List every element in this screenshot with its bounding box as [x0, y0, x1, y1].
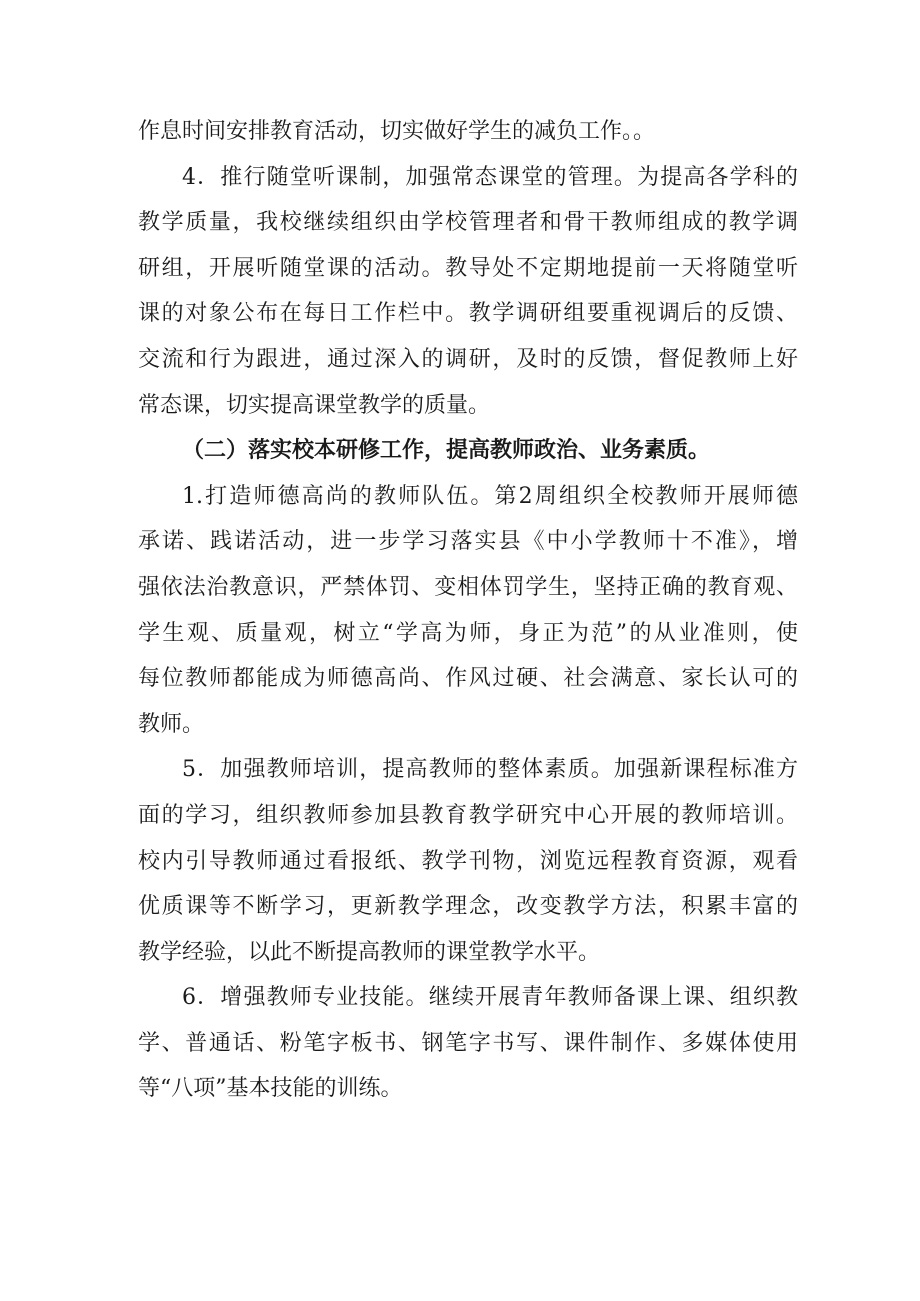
paragraph-line: 5．加强教师培训，提高教师的整体素质。加强新课程标准方 — [182, 757, 798, 783]
paragraph-line: 常态课，切实提高课堂教学的质量。 — [138, 392, 491, 418]
paragraph-line: 1.打造师德高尚的教师队伍。第2周组织全校教师开展师德 — [182, 483, 798, 509]
paragraph-line: 教学质量，我校继续组织由学校管理者和骨干教师组成的教学调 — [138, 210, 798, 236]
paragraph-line: 优质课等不断学习，更新教学理念，改变教学方法，积累丰富的 — [138, 894, 798, 920]
paragraph-line: 教师。 — [138, 711, 205, 737]
paragraph-line: 作息时间安排教育活动，切实做好学生的减负工作。。 — [138, 119, 656, 144]
paragraph-line: 6．增强教师专业技能。继续开展青年教师备课上课、组织教 — [182, 985, 798, 1011]
paragraph-line: 校内引导教师通过看报纸、教学刊物，浏览远程教育资源，观看 — [138, 848, 798, 874]
paragraph-line: 承诺、践诺活动，进一步学习落实县《中小学教师十不准》，增 — [138, 529, 798, 555]
paragraph-line: 强依法治教意识，严禁体罚、变相体罚学生，坚持正确的教育观、 — [138, 574, 798, 600]
paragraph-line: 教学经验，以此不断提高教师的课堂教学水平。 — [138, 939, 601, 965]
document-body — [138, 109, 798, 1112]
paragraph-line: 等“八项”基本技能的训练。 — [138, 1076, 403, 1102]
paragraph-line: 交流和行为跟进，通过深入的调研，及时的反馈，督促教师上好 — [138, 346, 798, 372]
section-heading: （二）落实校本研修工作，提高教师政治、业务素质。 — [182, 437, 711, 464]
paragraph-line: 课的对象公布在每日工作栏中。教学调研组要重视调后的反馈、 — [138, 301, 798, 327]
paragraph-line: 研组，开展听随堂课的活动。教导处不定期地提前一天将随堂听 — [138, 255, 798, 281]
paragraph-line: 每位教师都能成为师德高尚、作风过硬、社会满意、家长认可的 — [138, 666, 798, 692]
paragraph-line: 4．推行随堂听课制，加强常态课堂的管理。为提高各学科的 — [182, 164, 798, 190]
paragraph-line: 学生观、质量观，树立“学高为师，身正为范”的从业准则，使 — [138, 620, 798, 646]
paragraph-line: 学、普通话、粉笔字板书、钢笔字书写、课件制作、多媒体使用 — [138, 1030, 798, 1056]
paragraph-line: 面的学习，组织教师参加县教育教学研究中心开展的教师培训。 — [138, 802, 798, 828]
